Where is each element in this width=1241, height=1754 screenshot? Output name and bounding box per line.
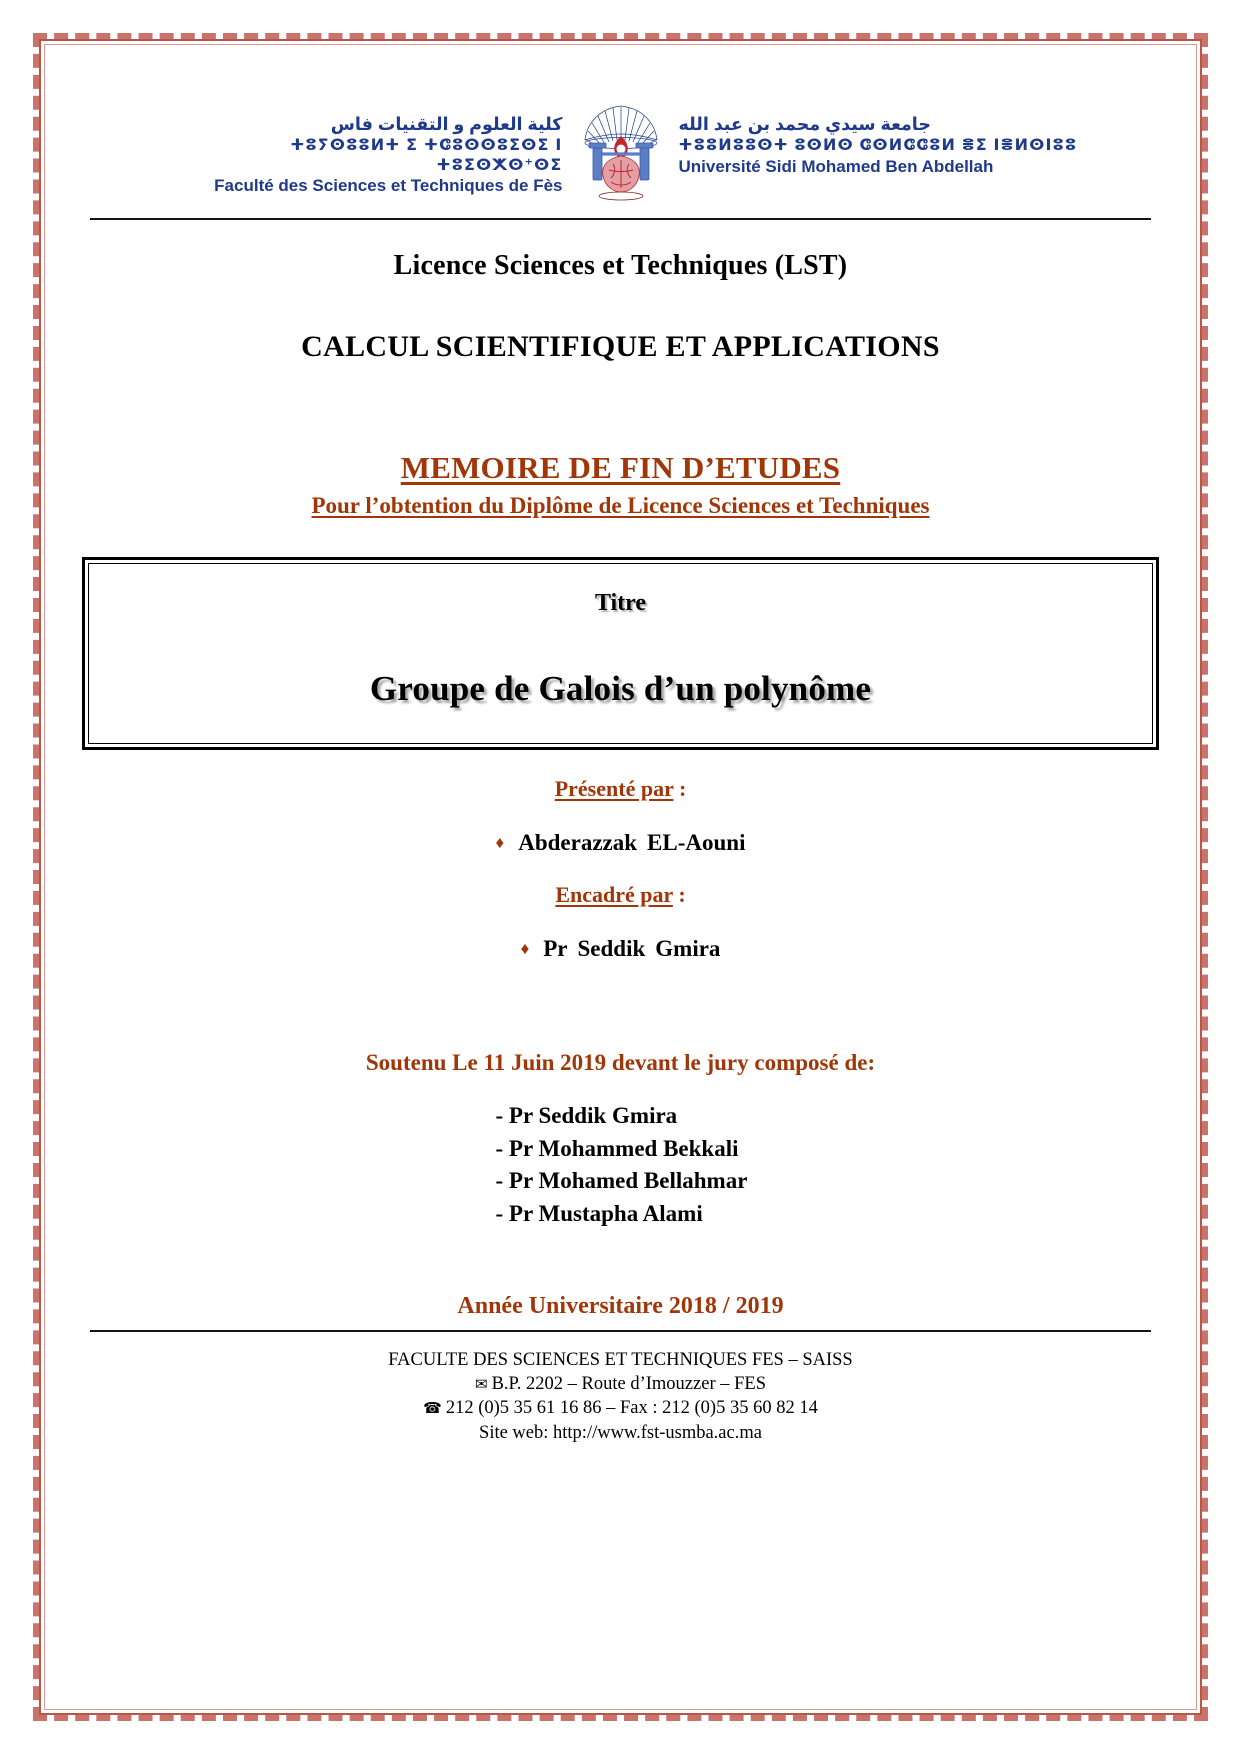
- page-content: [60, 58, 1181, 1696]
- footer-phone-line: [60, 1396, 1181, 1420]
- presented-by-label-wrap: [60, 776, 1181, 802]
- jury-member-name: - Pr Seddik Gmira: [495, 1103, 678, 1128]
- university-name-tifinagh: ⵜⵓⵓⵍⵓⵓⵙⵜ ⵓⵙⵍⵙ ⵛⵙⵍⵛⵛⵓⵍ ⴻⵉ ⵏⴻⵍⵙⵏⵓⵓ: [678, 137, 1078, 155]
- envelope-icon: ✉: [475, 1375, 488, 1394]
- presented-by-colon: :: [673, 776, 687, 801]
- presenter-surname: EL-Aouni: [647, 830, 746, 855]
- supervised-by-label-text: Encadré par: [555, 882, 673, 907]
- supervised-by-label-wrap: [60, 882, 1181, 908]
- memoire-heading-wrap: [60, 450, 1181, 486]
- diamond-bullet-icon: ♦: [495, 833, 505, 852]
- memoire-heading: MEMOIRE DE FIN D’ETUDES: [400, 450, 841, 485]
- footer-address: B.P. 2202 – Route d’Imouzzer – FES: [491, 1374, 766, 1395]
- university-identity-block: [679, 96, 1079, 178]
- jury-list: [60, 1100, 1181, 1231]
- institutional-header: [60, 58, 1181, 204]
- title-box-inner: [88, 563, 1153, 744]
- telephone-icon: ☎: [423, 1399, 442, 1418]
- jury-member-name: - Pr Mustapha Alami: [495, 1200, 703, 1226]
- jury-member-name: - Pr Mohammed Bekkali: [495, 1135, 739, 1161]
- faculty-identity-block: [163, 96, 563, 197]
- degree-line: Licence Sciences et Techniques (LST): [393, 250, 848, 281]
- supervisor-surname: Gmira: [655, 936, 721, 961]
- title-box: [82, 557, 1159, 750]
- presented-by-label-text: Présenté par: [554, 776, 674, 801]
- footer-address-line: [60, 1372, 1181, 1396]
- jury-member: [60, 1198, 1181, 1231]
- university-seal-icon: [575, 96, 667, 204]
- academic-year: Année Universitaire 2018 / 2019: [457, 1292, 784, 1319]
- supervised-by-colon: :: [672, 882, 686, 907]
- program-line: CALCUL SCIENTIFIQUE ET APPLICATIONS: [301, 330, 940, 363]
- university-name-arabic: جامعة سيدي محمد بن عبد الله: [678, 114, 931, 134]
- footer-phone: 212 (0)5 35 61 16 86 – Fax : 212 (0)5 35 60 82 14: [445, 1398, 818, 1419]
- purpose-line-wrap: [60, 493, 1181, 519]
- footer-website: Site web: http://www.fst-usmba.ac.ma: [479, 1422, 762, 1443]
- jury-member: [60, 1100, 1181, 1133]
- faculty-name-french: Faculté des Sciences et Techniques de Fès: [214, 176, 563, 196]
- jury-member-name: - Pr Mohamed Bellahmar: [495, 1168, 748, 1194]
- header-divider-rule: [90, 218, 1151, 220]
- footer: [60, 1348, 1181, 1446]
- presenter-first-name: Abderazzak: [518, 830, 638, 855]
- jury-member: [60, 1133, 1181, 1166]
- faculty-name-tifinagh: ⵜⵓⵢⵙⵓⵓⵍⵜ ⵉ ⵜⵛⵓⵙⵙⵓⵉⵙⵉ ⵏ ⵜⵓⵉⵙⵅⵙ⁺ⵙⵉ: [290, 137, 563, 174]
- supervisor-person-row: [60, 936, 1181, 962]
- defense-line: Soutenu Le 11 Juin 2019 devant le jury composé de:: [365, 1050, 876, 1075]
- titre-label: Titre: [594, 590, 647, 616]
- university-name-french: Université Sidi Mohamed Ben Abdellah: [678, 156, 994, 176]
- purpose-line: Pour l’obtention du Diplôme de Licence Sciences et Techniques: [311, 493, 930, 518]
- thesis-title: Groupe de Galois d’un polynôme: [369, 669, 872, 708]
- presented-person-row: [60, 830, 1181, 856]
- faculty-name-arabic: كلية العلوم و التقنيات فاس: [330, 114, 563, 134]
- presented-by-label: [555, 776, 687, 801]
- supervisor-first-name: Seddik: [577, 936, 646, 961]
- diamond-bullet-icon: ♦: [520, 939, 530, 958]
- supervised-by-label: [555, 882, 685, 907]
- footer-institution: FACULTE DES SCIENCES ET TECHNIQUES FES – SAISS: [388, 1349, 853, 1370]
- footer-divider-rule: [90, 1330, 1151, 1332]
- supervisor-title: Pr: [543, 936, 568, 961]
- jury-member: [60, 1165, 1181, 1198]
